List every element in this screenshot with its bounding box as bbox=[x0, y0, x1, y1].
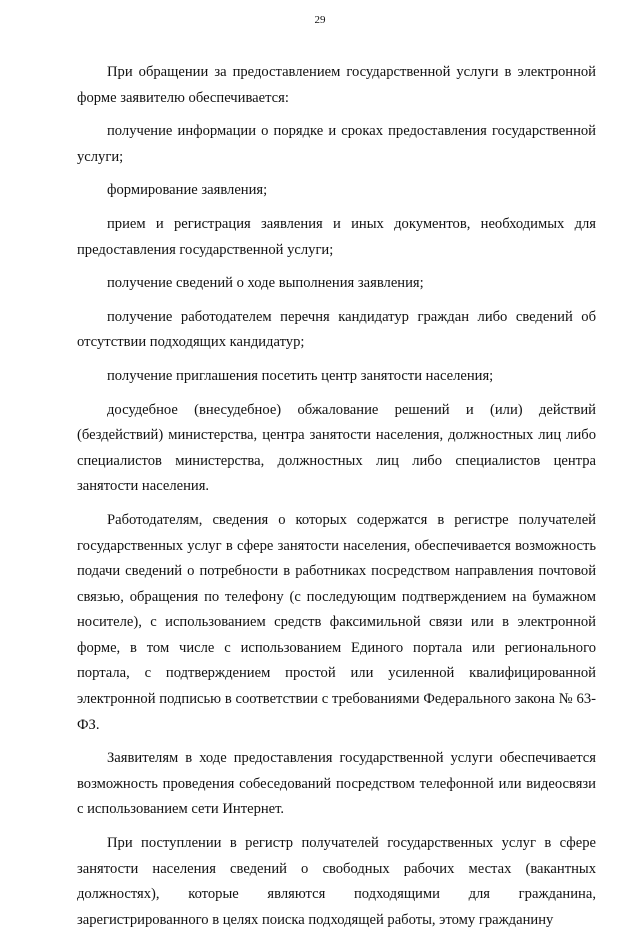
paragraph-intro: При обращении за предоставлением государственной услуги в электронной форме заявителю обеспечивается: bbox=[77, 64, 596, 106]
paragraph-item-information: получение информации о порядке и сроках предоставления государственной услуги; bbox=[77, 123, 596, 165]
paragraph-item-reception: прием и регистрация заявления и иных документов, необходимых для предоставления государственной услуги; bbox=[77, 215, 596, 258]
paragraph-item-appeal: досудебное (внесудебное) обжалование решений и (или) действий (бездействий) министерства, центра занятости населения, должностных лиц либо специалистов министерства, должностных лиц либо специалистов центра занятости населения. bbox=[77, 401, 596, 495]
paragraph-item-candidates: получение работодателем перечня кандидатур граждан либо сведений об отсутствии подходящих кандидатур; bbox=[77, 308, 596, 351]
paragraph-item-status: получение сведений о ходе выполнения заявления; bbox=[107, 275, 424, 292]
paragraph-item-form-creation: формирование заявления; bbox=[107, 182, 268, 199]
paragraph-employers: Работодателям, сведения о которых содержатся в регистре получателей государственных услуг в сфере занятости населения, обеспечивается возможность подачи сведений о потребности в работниках посредством направления почтовой связью, обращения по телефону (с последующим подтверждением на бумажном носителе), с использованием средств факсимильной связи или в электронной форме, в том числе с использованием Единого портала или регионального портала, с подтверждением простой или усиленной квалифицированной электронной подписью в соответствии с требованиями Федерального закона № 63-ФЗ. bbox=[77, 511, 596, 733]
paragraph-item-invitation: получение приглашения посетить центр занятости населения; bbox=[107, 367, 494, 384]
document-body bbox=[77, 60, 596, 941]
paragraph-vacancies: При поступлении в регистр получателей государственных услуг в сфере занятости населения сведений о свободных рабочих местах (вакантных должностях), которые являются подходящими для гражданина, зарегистрированного в целях поиска подходящей работы, этому гражданину bbox=[77, 835, 596, 928]
page-number: 29 bbox=[314, 14, 326, 26]
paragraph-interviews: Заявителям в ходе предоставления государственной услуги обеспечивается возможность проведения собеседований посредством телефонной или видеосвязи с использованием сети Интернет. bbox=[77, 750, 596, 818]
